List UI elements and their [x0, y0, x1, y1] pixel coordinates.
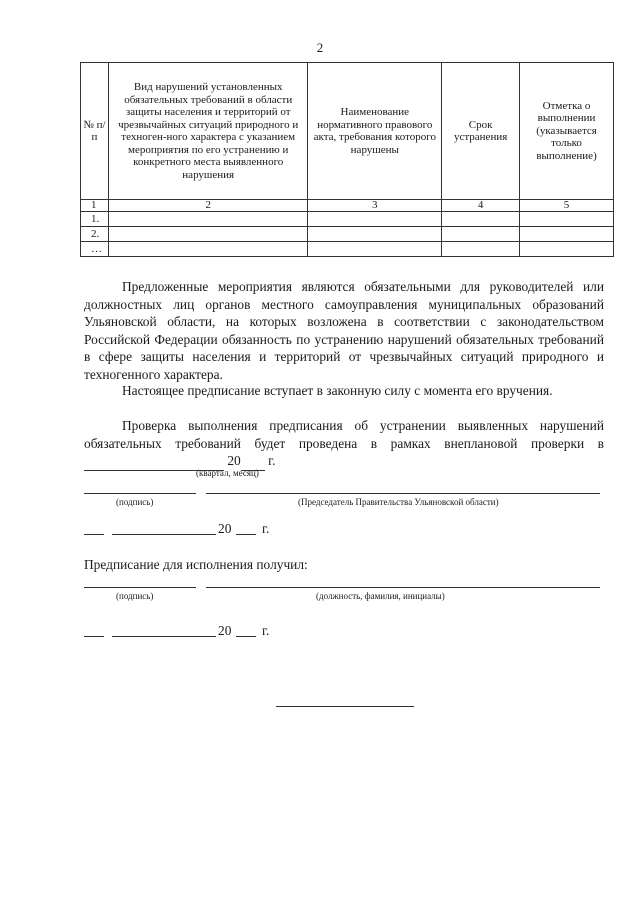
column-number: 2: [108, 200, 307, 212]
year-suffix: г.: [262, 521, 270, 536]
table-row: [81, 212, 614, 227]
inspection-paragraph: [84, 417, 604, 471]
table-row: [81, 227, 614, 242]
header-legal-act: Наименование нормативного правового акта, требования которого нарушены: [308, 63, 442, 200]
header-number: № п/п: [81, 63, 109, 200]
table-cell: [308, 227, 442, 242]
signature-line[interactable]: [84, 493, 196, 494]
table-header-row: [81, 63, 614, 200]
column-number: 1: [81, 200, 109, 212]
table-cell: …: [81, 242, 109, 257]
table-cell: [108, 212, 307, 227]
table-cell: [442, 227, 520, 242]
table-cell: [308, 212, 442, 227]
year-field[interactable]: [236, 534, 256, 535]
year-suffix: г.: [262, 623, 270, 638]
month-field[interactable]: [112, 534, 216, 535]
signature-caption: (подпись): [116, 591, 154, 601]
table-cell: 1.: [81, 212, 109, 227]
position-caption: (должность, фамилия, инициалы): [316, 591, 445, 601]
signature-caption: (подпись): [116, 497, 154, 507]
column-number: 5: [520, 200, 614, 212]
inspection-text: Проверка выполнения предписания об устранении выявленных нарушений обязательных требований будет проведена в рамках внеплановой проверки в: [84, 418, 604, 451]
table-cell: 2.: [81, 227, 109, 242]
table-cell: [520, 227, 614, 242]
received-label: Предписание для исполнения получил:: [84, 557, 308, 572]
violations-table: [80, 62, 614, 257]
table-cell: [520, 212, 614, 227]
chairman-caption: (Председатель Правительства Ульяновской области): [298, 497, 499, 507]
obligation-paragraph: Предложенные мероприятия являются обязательными для руководителей или должностных лиц органов местного самоуправления муниципальных образований Ульяновской области, на которых возложена в соответствии с законодательством Российской Федерации обязанность по устранению нарушений обязательных требований в сфере защиты населения и территорий от чрезвычайных ситуаций природного и техногенного характера.: [84, 279, 604, 382]
year-suffix: г.: [268, 453, 276, 469]
header-completion-mark: Отметка о выполнении (указывается только выполнение): [520, 63, 614, 200]
page-number: 2: [316, 40, 324, 55]
effective-paragraph: Настоящее предписание вступает в законную силу с момента его вручения.: [122, 383, 553, 398]
position-name-line[interactable]: [206, 587, 600, 588]
day-field[interactable]: [84, 636, 104, 637]
column-number-row: [81, 200, 614, 212]
table-cell: [108, 242, 307, 257]
table-cell: [520, 242, 614, 257]
year-prefix: 20: [227, 453, 241, 469]
column-number: 3: [308, 200, 442, 212]
header-deadline: Срок устранения: [442, 63, 520, 200]
month-field[interactable]: [112, 636, 216, 637]
day-field[interactable]: [84, 534, 104, 535]
table-row: [81, 242, 614, 257]
table-cell: [308, 242, 442, 257]
year-field[interactable]: [236, 636, 256, 637]
signature-line[interactable]: [84, 587, 196, 588]
end-divider: [276, 706, 414, 707]
quarter-month-caption: (квартал, месяц): [196, 468, 259, 478]
column-number: 4: [442, 200, 520, 212]
header-violation-type: Вид нарушений установленных обязательных требований в области защиты населения и территорий от чрезвычайных ситуаций природного и техноген-ного характера с указанием мероприятия по его устранению и конкретного места выявленного нарушения: [108, 63, 307, 200]
table-cell: [442, 242, 520, 257]
table-cell: [108, 227, 307, 242]
year-prefix: 20: [218, 521, 232, 536]
table-cell: [442, 212, 520, 227]
year-prefix: 20: [218, 623, 232, 638]
chairman-line[interactable]: [206, 493, 600, 494]
